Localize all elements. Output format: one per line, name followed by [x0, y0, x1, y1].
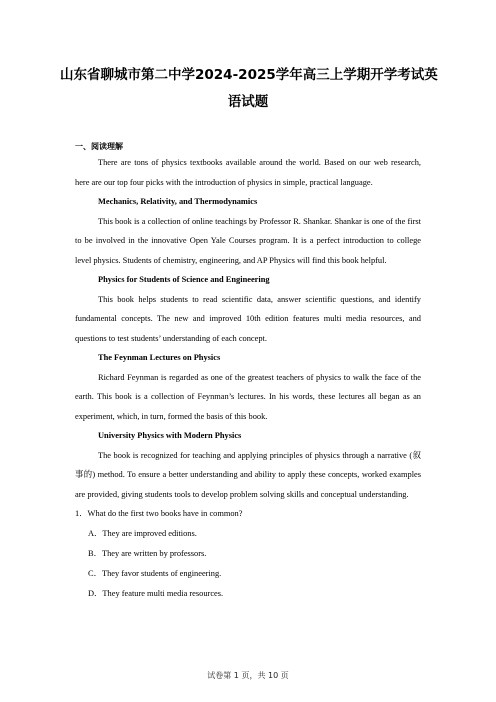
answer-option-c: C．They favor students of engineering.	[88, 569, 222, 578]
question-stem: 1．What do the first two books have in common?	[75, 509, 243, 518]
answer-option-a: A．They are improved editions.	[88, 529, 197, 538]
document-title-line-2: 语试题	[227, 94, 269, 110]
book-description: Richard Feynman is regarded as one of the greatest teachers of physics to walk the face of the earth. This book is a collection of Feynman’s lectures. In his words, these lectures all began as an experiment, which, in turn, formed the basis of this book.	[75, 372, 421, 421]
answer-option-d: D．They feature multi media resources.	[88, 589, 224, 598]
page-footer: 试卷第 1 页，共 10 页	[207, 671, 289, 680]
book-title: Mechanics, Relativity, and Thermodynamics	[98, 197, 258, 206]
answer-option-b: B．They are written by professors.	[88, 549, 207, 558]
book-description: This book is a collection of online teachings by Professor R. Shankar. Shankar is one of the first to be involved in the innovative Open Yale Courses program. It is a perfect introduction to college level physics. Students of chemistry, engineering, and AP Physics will find this book helpful.	[75, 216, 421, 265]
book-description: This book helps students to read scientific data, answer scientific questions, and identify fundamental concepts. The new and improved 10th edition features multi media resources, and questions to test students’ understanding of each concept.	[75, 294, 421, 343]
book-description: The book is recognized for teaching and applying principles of physics through a narrative (叙事的) method. To ensure a better understanding and ability to apply these concepts, worked examples are provided, giving students tools to develop problem solving skills and conceptual understanding.	[75, 450, 421, 499]
book-title: The Feynman Lectures on Physics	[98, 353, 221, 362]
book-title: Physics for Students of Science and Engineering	[98, 275, 270, 284]
document-title-line-1: 山东省聊城市第二中学2024-2025学年高三上学期开学考试英	[60, 67, 438, 83]
passage-intro: There are tons of physics textbooks available around the world. Based on our web research, here are our top four picks with the introduction of physics in simple, practical language.	[75, 158, 421, 187]
section-heading: 一、阅读理解	[75, 142, 123, 151]
passage-body	[75, 153, 421, 604]
book-title: University Physics with Modern Physics	[98, 431, 242, 440]
